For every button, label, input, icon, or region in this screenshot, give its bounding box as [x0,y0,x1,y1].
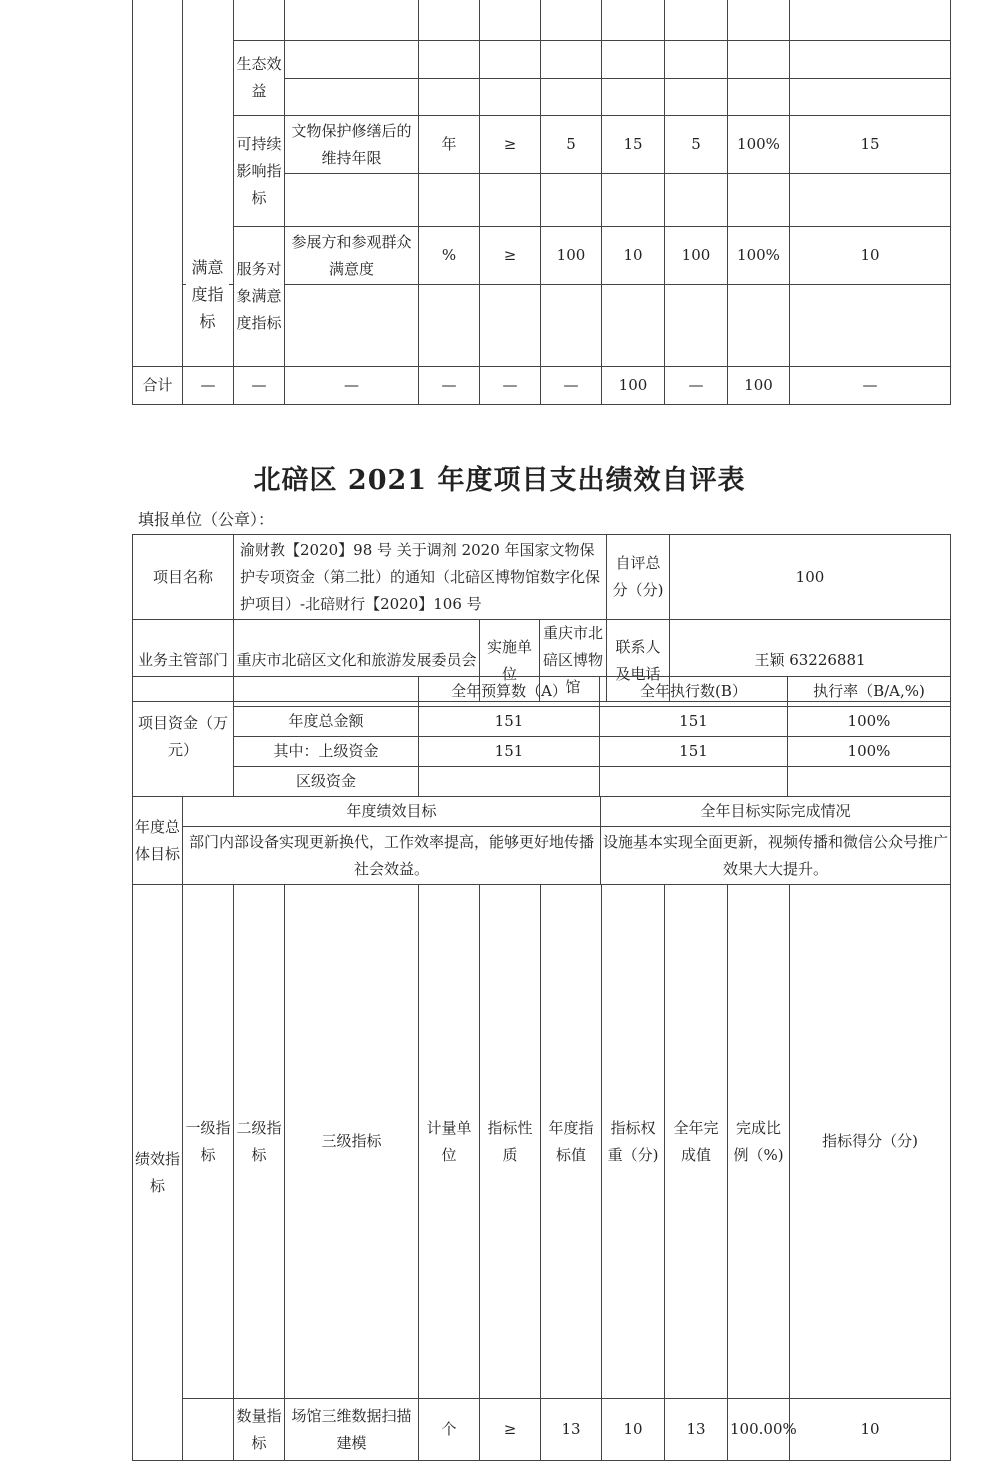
level3-cell: 参展方和参观群众满意度 [285,227,419,285]
indicator-table-continued [132,0,951,367]
weight-cell: 15 [602,116,665,174]
total-weight: 100 [602,367,665,405]
impl-unit-label: 实施单位 [480,620,540,702]
table-row: 其中：上级资金 151 151 100% [133,737,951,767]
self-score-label: 自评总分（分) [607,535,670,620]
total-score: 100 [728,367,790,405]
total-row-table [132,366,951,405]
table-row [133,827,951,885]
score-cell: 15 [790,116,951,174]
actual-header: 全年目标实际完成情况 [601,797,951,827]
level2-cell: 生态效益 [234,41,285,116]
table-row: 年度总金额 151 151 100% [133,707,951,737]
total-row: 合计 — — — — — — 100 — 100 — [133,367,951,405]
level1-cell [183,0,234,285]
unit-cell: % [419,227,480,285]
exec-header: 全年执行数(B） [600,677,788,707]
table-row [133,41,951,79]
level2-cell: 数量指标 [234,1399,285,1461]
goal-header: 年度绩效目标 [183,797,601,827]
fill-unit-label: 填报单位（公章）： [138,510,275,529]
table-row [133,677,951,707]
table-row [133,797,951,827]
rate-cell: 100% [728,227,790,285]
dept-value: 重庆市北碚区文化和旅游发展委员会 [234,620,480,702]
target-cell: 100 [541,227,602,285]
page-title: 北碚区 2021 年度项目支出绩效自评表 [253,465,746,496]
indicators-label: 绩效指标 [133,885,183,1461]
unit-cell: 年 [419,116,480,174]
table-row [133,0,951,41]
contact-label: 联系人及电话 [607,620,670,702]
actual-text: 设施基本实现全面更新，视频传播和微信公众号推广效果大大提升。 [601,827,951,885]
level3-cell: 文物保护修缮后的维持年限 [285,116,419,174]
indicators-table [132,884,951,1461]
project-name-value: 渝财教【2020】98 号 关于调剂 2020 年国家文物保护专项资金（第二批）的通知（北碚区博物馆数字化保护项目）-北碚财行【2020】106 号 [234,535,607,620]
table-row [133,116,951,174]
rate-cell: 100% [728,116,790,174]
goals-table [132,796,951,885]
level2-cell: 可持续影响指标 [234,116,285,227]
goal-text: 部门内部设备实现更新换代，工作效率提高，能够更好地传播社会效益。 [183,827,601,885]
level1-cell [133,0,183,367]
table-row [133,535,951,620]
weight-cell: 10 [602,227,665,285]
rate-header: 执行率（B/A,%) [788,677,951,707]
target-cell: 5 [541,116,602,174]
level3-cell: 场馆三维数据扫描建模 [285,1399,419,1461]
table-row: 绩效指标 一级指标 二级指标 三级指标 计量单位 指标性质 年度指标值 指标权重（分) 全年完成值 完成比例（%) 指标得分（分) [133,885,951,1399]
level2-cell: 服务对象满意度指标 [234,227,285,367]
funds-table [132,676,951,797]
project-name-label: 项目名称 [133,535,234,620]
nature-cell: ≥ [480,227,541,285]
actual-cell: 100 [665,227,728,285]
level3-cell [285,0,419,41]
score-cell: 10 [790,227,951,285]
satisfaction-level1-label: 满意度指标 [186,254,229,335]
dept-label: 业务主管部门 [133,620,234,702]
budget-header: 全年预算数（A） [419,677,600,707]
actual-cell: 5 [665,116,728,174]
nature-cell: ≥ [480,116,541,174]
level2-cell [234,0,285,41]
funds-label: 项目资金（万元） [133,677,234,797]
table-row: 区级资金 [133,767,951,797]
impl-unit-value: 重庆市北碚区博物馆 [540,620,607,702]
goals-label: 年度总体目标 [133,797,183,885]
table-row: 数量指标 场馆三维数据扫描建模 个 ≥ 13 10 13 100.00% 10 [133,1399,951,1461]
total-label: 合计 [133,367,183,405]
contact-value: 王颖 63226881 [670,620,951,702]
table-row [133,227,951,285]
self-score-value: 100 [670,535,951,620]
